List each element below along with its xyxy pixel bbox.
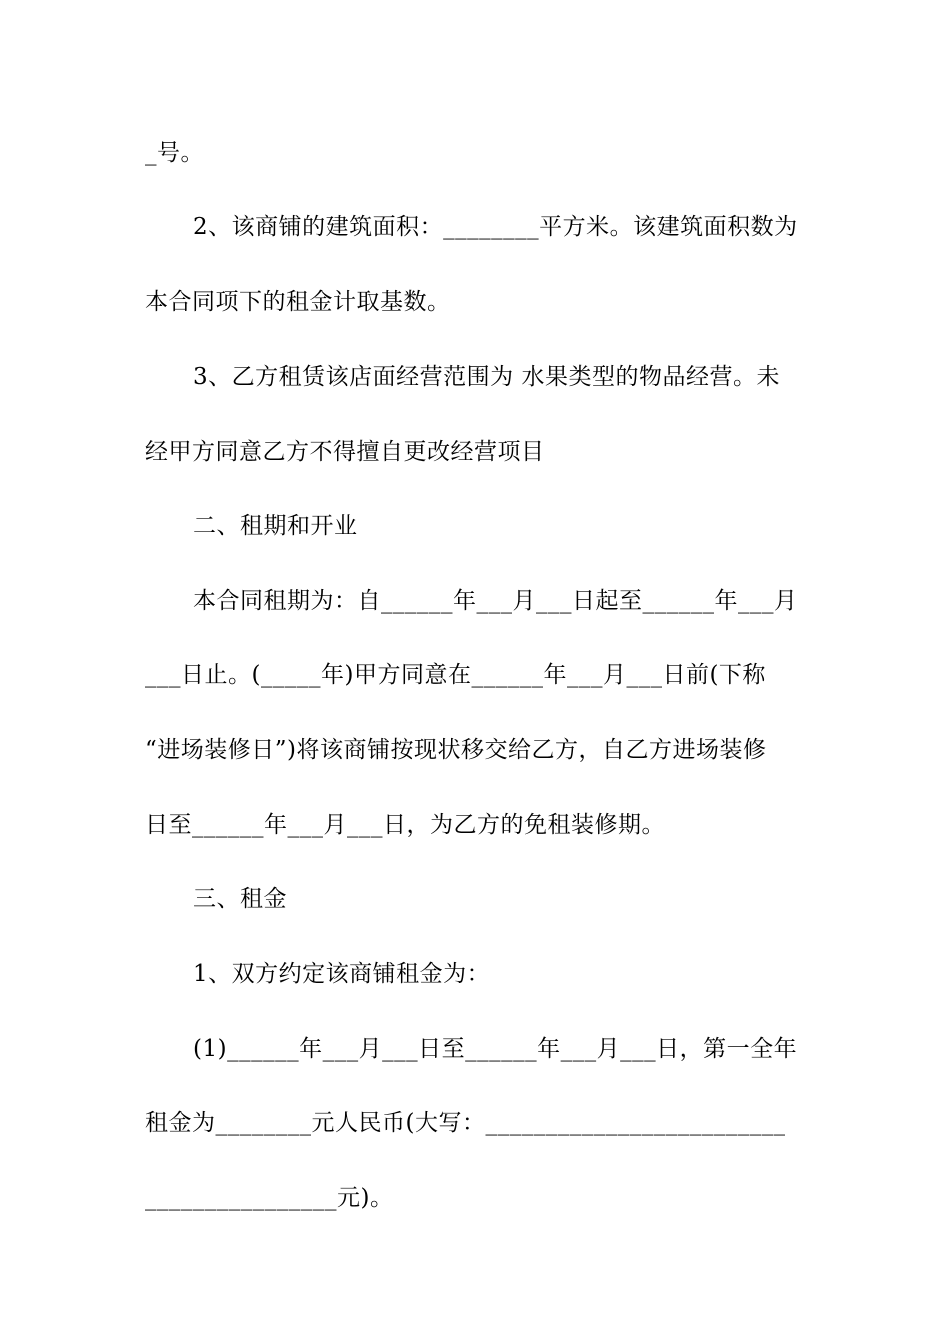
text-line-4: 3、乙方租赁该店面经营范围为 水果类型的物品经营。未	[193, 364, 780, 390]
text-line-15: ________________元)。	[145, 1185, 394, 1211]
text-line-14: 租金为________元人民币(大写：_________________________	[145, 1110, 786, 1136]
text-line-5: 经甲方同意乙方不得擅自更改经营项目	[145, 439, 545, 465]
text-line-9: “进场装修日”)将该商铺按现状移交给乙方，自乙方进场装修	[145, 737, 767, 763]
section-heading-rent: 三、租金	[193, 886, 287, 912]
text-line-7: 本合同租期为：自______年___月___日起至______年___月	[193, 588, 798, 614]
text-line-2: 2、该商铺的建筑面积：________平方米。该建筑面积数为	[193, 214, 798, 240]
text-line-10: 日至______年___月___日，为乙方的免租装修期。	[145, 812, 665, 838]
section-heading-lease-term: 二、租期和开业	[193, 513, 358, 539]
text-line-12: 1、双方约定该商铺租金为：	[193, 961, 491, 987]
text-line-1: _号。	[145, 140, 204, 166]
text-line-8: ___日止。(_____年)甲方同意在______年___月___日前(下称	[145, 662, 766, 688]
text-line-13: (1)______年___月___日至______年___月___日，第一全年	[193, 1036, 798, 1062]
text-line-3: 本合同项下的租金计取基数。	[145, 289, 451, 315]
